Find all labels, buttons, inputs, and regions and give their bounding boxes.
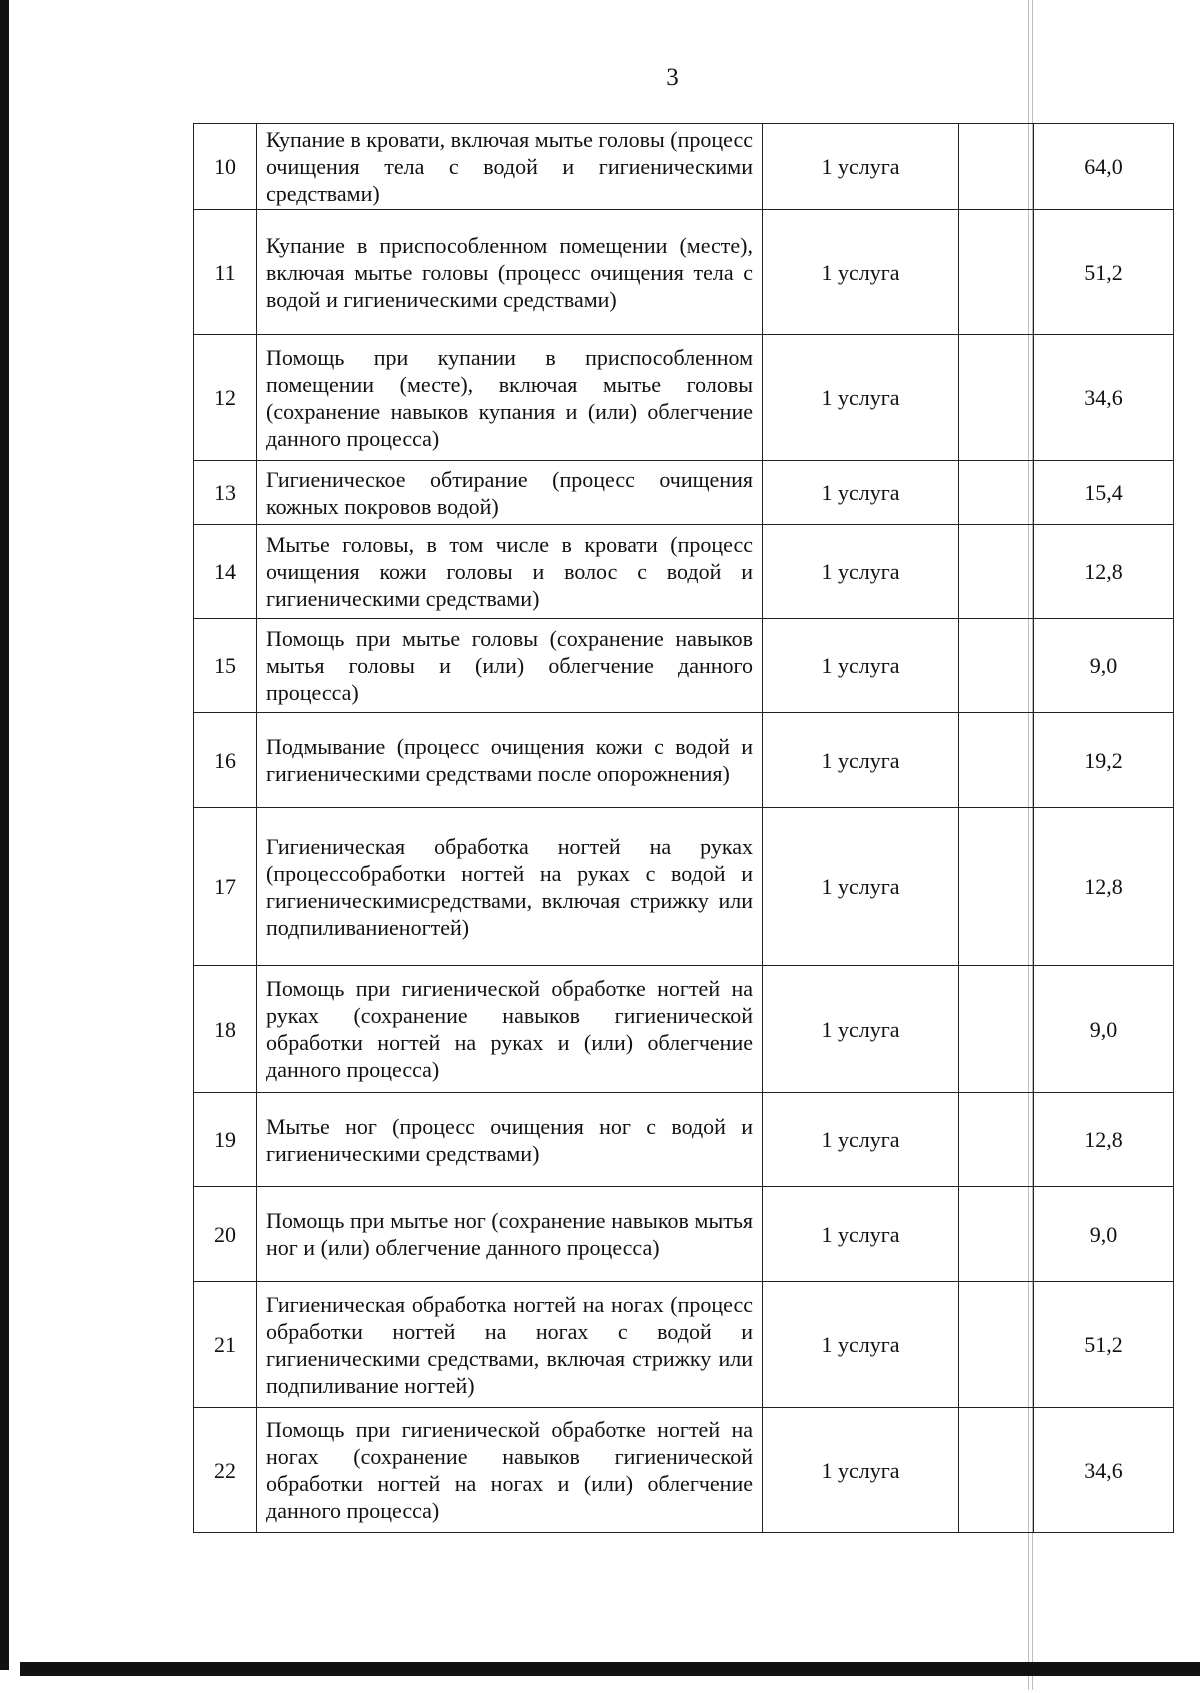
empty-cell [959,966,1034,1093]
table-row [194,619,1174,713]
service-price: 64,0 [1034,124,1174,210]
row-number: 16 [194,713,257,808]
row-number: 18 [194,966,257,1093]
service-description: Помощь при мытье ног (сохранение навыков мытья ног и (или) облегчение данного процесса) [257,1187,763,1282]
empty-cell [959,619,1034,713]
row-number: 15 [194,619,257,713]
row-number: 12 [194,335,257,461]
table-row [194,1187,1174,1282]
service-price: 9,0 [1034,619,1174,713]
service-price: 12,8 [1034,525,1174,619]
row-number: 20 [194,1187,257,1282]
service-price: 15,4 [1034,461,1174,525]
table-row [194,966,1174,1093]
service-unit: 1 услуга [763,210,959,335]
service-price: 9,0 [1034,1187,1174,1282]
service-unit: 1 услуга [763,1408,959,1533]
empty-cell [959,808,1034,966]
service-description: Купание в кровати, включая мытье головы (процесс очищения тела с водой и гигиеническими средствами) [257,124,763,210]
empty-cell [959,1093,1034,1187]
service-price: 9,0 [1034,966,1174,1093]
service-description: Помощь при гигиенической обработке ногтей на ногах (сохранение навыков гигиенической обработки ногтей на ногах и (или) облегчение данного процесса) [257,1408,763,1533]
row-number: 11 [194,210,257,335]
service-description: Помощь при мытье головы (сохранение навыков мытья головы и (или) облегчение данного процесса) [257,619,763,713]
service-unit: 1 услуга [763,525,959,619]
table-row [194,1093,1174,1187]
empty-cell [959,1187,1034,1282]
service-unit: 1 услуга [763,335,959,461]
row-number: 22 [194,1408,257,1533]
service-unit: 1 услуга [763,461,959,525]
service-unit: 1 услуга [763,1187,959,1282]
service-description: Помощь при гигиенической обработке ногтей на руках (сохранение навыков гигиенической обработки ногтей на руках и (или) облегчение данного процесса) [257,966,763,1093]
service-unit: 1 услуга [763,808,959,966]
service-price: 19,2 [1034,713,1174,808]
service-unit: 1 услуга [763,966,959,1093]
service-description: Купание в приспособленном помещении (месте), включая мытье головы (процесс очищения тела с водой и гигиеническими средствами) [257,210,763,335]
service-description: Мытье головы, в том числе в кровати (процесс очищения кожи головы и волос с водой и гигиеническими средствами) [257,525,763,619]
table-row [194,210,1174,335]
row-number: 14 [194,525,257,619]
service-description: Гигиеническая обработка ногтей на ногах (процесс обработки ногтей на ногах с водой и гигиеническими средствами, включая стрижку или подпиливание ногтей) [257,1282,763,1408]
service-unit: 1 услуга [763,713,959,808]
scan-left-edge [0,0,9,1670]
empty-cell [959,1282,1034,1408]
empty-cell [959,461,1034,525]
table-row [194,461,1174,525]
table-row [194,1408,1174,1533]
table-row [194,713,1174,808]
service-description: Гигиеническая обработка ногтей на руках (процессобработки ногтей на руках с водой и гигиеническимисредствами, включая стрижку или подпиливаниеногтей) [257,808,763,966]
service-description: Мытье ног (процесс очищения ног с водой и гигиеническими средствами) [257,1093,763,1187]
page-number: 3 [666,64,679,91]
empty-cell [959,1408,1034,1533]
service-price: 12,8 [1034,1093,1174,1187]
service-description: Гигиеническое обтирание (процесс очищения кожных покровов водой) [257,461,763,525]
service-description: Подмывание (процесс очищения кожи с водой и гигиеническими средствами после опорожнения) [257,713,763,808]
empty-cell [959,124,1034,210]
service-price: 12,8 [1034,808,1174,966]
table-row [194,808,1174,966]
services-table [193,123,1174,1533]
row-number: 21 [194,1282,257,1408]
service-price: 34,6 [1034,1408,1174,1533]
row-number: 19 [194,1093,257,1187]
empty-cell [959,335,1034,461]
scan-bottom-edge [20,1662,1200,1676]
service-price: 34,6 [1034,335,1174,461]
row-number: 17 [194,808,257,966]
row-number: 10 [194,124,257,210]
table-row [194,1282,1174,1408]
empty-cell [959,713,1034,808]
service-price: 51,2 [1034,210,1174,335]
service-unit: 1 услуга [763,1093,959,1187]
service-price: 51,2 [1034,1282,1174,1408]
table-row [194,335,1174,461]
service-description: Помощь при купании в приспособленном помещении (месте), включая мытье головы (сохранение навыков купания и (или) облегчение данного процесса) [257,335,763,461]
empty-cell [959,525,1034,619]
service-unit: 1 услуга [763,619,959,713]
service-unit: 1 услуга [763,124,959,210]
row-number: 13 [194,461,257,525]
table-row [194,525,1174,619]
empty-cell [959,210,1034,335]
service-unit: 1 услуга [763,1282,959,1408]
table-row [194,124,1174,210]
